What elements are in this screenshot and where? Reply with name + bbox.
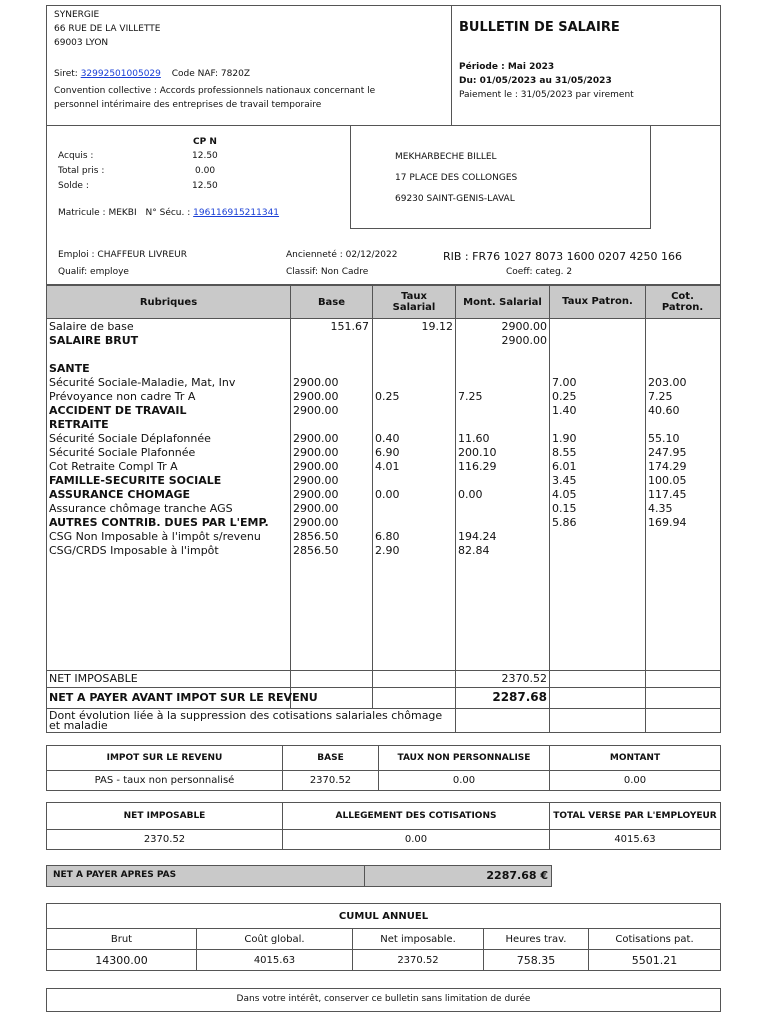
table-cell-mont: 200.10 — [458, 446, 497, 459]
table-cell-mont — [458, 502, 547, 516]
table-cell-mont — [458, 376, 547, 390]
naf-code: Code NAF: 7820Z — [171, 69, 250, 79]
table-cell-taux: 0.25 — [375, 390, 400, 403]
table-cell-label: CSG Non Imposable à l'impôt s/revenu — [49, 530, 261, 543]
table-cell-cp: 203.00 — [648, 376, 687, 389]
net2-v3: 4015.63 — [550, 830, 721, 850]
col-cot-patron — [648, 320, 718, 558]
bulletin-periode: Période : Mai 2023 — [459, 62, 555, 72]
table-cell-taux: 19.12 — [421, 320, 453, 333]
table-cell-cp: 55.10 — [648, 432, 680, 445]
conges-pris-label: Total pris : — [58, 166, 105, 176]
table-cell-cp — [648, 362, 718, 376]
table-cell-base — [293, 418, 369, 432]
table-cell-label: Assurance chômage tranche AGS — [49, 502, 233, 515]
table-cell-base: 2856.50 — [293, 544, 339, 557]
dont-evolution: Dont évolution liée à la suppression des cotisations salariales chômage et maladie — [49, 709, 443, 732]
table-cell-base: 2900.00 — [293, 488, 339, 501]
cumul-h2: Coût global. — [197, 929, 353, 950]
table-cell-mont: 0.00 — [458, 488, 483, 501]
table-cell-tp — [552, 544, 642, 558]
th-base: Base — [317, 297, 346, 308]
cumul-v1: 14300.00 — [47, 950, 197, 971]
conges-acquis: 12.50 — [192, 151, 218, 161]
table-cell-label: Sécurité Sociale Plafonnée — [49, 446, 196, 459]
net-avant-value: 2287.68 — [492, 690, 547, 704]
table-cell-tp: 0.25 — [552, 390, 577, 403]
net2-h3: TOTAL VERSE PAR L'EMPLOYEUR — [550, 803, 721, 830]
employee-qualif: Qualif: employe — [58, 267, 129, 277]
table-cell-cp: 100.05 — [648, 474, 687, 487]
col-base — [293, 320, 369, 558]
col-rubriques — [49, 320, 289, 558]
employee-address2: 69230 SAINT-GENIS-LAVAL — [395, 194, 515, 204]
table-cell-label — [49, 348, 289, 362]
th-taux-salarial: Taux Salarial — [392, 291, 436, 313]
table-cell-cp: 117.45 — [648, 488, 687, 501]
table-cell-mont: 7.25 — [458, 390, 483, 403]
table-cell-base: 2900.00 — [293, 460, 339, 473]
table-cell-tp: 5.86 — [552, 516, 577, 529]
table-cell-mont — [458, 348, 547, 362]
th-cot-patron: Cot. Patron. — [661, 291, 704, 313]
table-cell-label: AUTRES CONTRIB. DUES PAR L'EMP. — [49, 516, 269, 529]
secu-label: N° Sécu. : — [145, 208, 191, 218]
bulletin-paiement: Paiement le : 31/05/2023 par virement — [459, 90, 634, 100]
table-cell-label: CSG/CRDS Imposable à l'impôt — [49, 544, 219, 557]
footer-text: Dans votre intérêt, conserver ce bulletin sans limitation de durée — [236, 994, 531, 1004]
cumul-title: CUMUL ANNUEL — [47, 904, 721, 929]
th-rubriques: Rubriques — [139, 297, 198, 308]
cumul-v2: 4015.63 — [197, 950, 353, 971]
net2-h2: ALLEGEMENT DES COTISATIONS — [283, 803, 550, 830]
cumul-v3: 2370.52 — [353, 950, 484, 971]
table-cell-mont — [458, 418, 547, 432]
convention-line1: Convention collective : Accords professionnels nationaux concernant le — [54, 86, 376, 96]
table-cell-tp: 7.00 — [552, 376, 577, 389]
conges-solde-label: Solde : — [58, 181, 89, 191]
table-cell-mont — [458, 516, 547, 530]
table-cell-label: Prévoyance non cadre Tr A — [49, 390, 196, 403]
table-cell-base: 2856.50 — [293, 530, 339, 543]
convention-line2: personnel intérimaire des entreprises de travail temporaire — [54, 100, 322, 110]
net-avant-label: NET A PAYER AVANT IMPOT SUR LE REVENU — [49, 691, 318, 704]
table-cell-taux — [375, 376, 453, 390]
table-cell-mont: 82.84 — [458, 544, 490, 557]
table-cell-taux: 6.80 — [375, 530, 400, 543]
siret-line — [54, 69, 250, 79]
table-cell-base: 151.67 — [330, 320, 369, 333]
employee-coeff: Coeff: categ. 2 — [506, 267, 573, 277]
table-cell-taux — [375, 404, 453, 418]
cumul-h1: Brut — [47, 929, 197, 950]
impot-v2: 2370.52 — [283, 771, 379, 791]
table-cell-label: Cot Retraite Compl Tr A — [49, 460, 178, 473]
table-cell-tp: 8.55 — [552, 446, 577, 459]
table-cell-cp — [648, 418, 718, 432]
table-cell-base — [293, 348, 369, 362]
table-cell-label: FAMILLE-SECURITE SOCIALE — [49, 474, 222, 487]
table-cell-tp — [552, 362, 642, 376]
cumul-h4: Heures trav. — [484, 929, 589, 950]
net-table — [46, 802, 721, 850]
table-cell-tp: 0.15 — [552, 502, 577, 515]
col-taux-patron — [552, 320, 642, 558]
employee-anciennete: Ancienneté : 02/12/2022 — [286, 250, 398, 260]
table-cell-mont — [458, 404, 547, 418]
table-cell-taux: 0.00 — [375, 488, 400, 501]
impot-h1: IMPOT SUR LE REVENU — [47, 746, 283, 771]
table-cell-tp: 1.40 — [552, 404, 577, 417]
cumul-table — [46, 903, 721, 971]
table-cell-taux — [375, 348, 453, 362]
cumul-h5: Cotisations pat. — [589, 929, 721, 950]
table-cell-mont: 194.24 — [458, 530, 497, 543]
table-cell-cp: 169.94 — [648, 516, 687, 529]
table-cell-label: SALAIRE BRUT — [49, 334, 139, 347]
conges-pris: 0.00 — [195, 166, 216, 176]
impot-h4: MONTANT — [550, 746, 721, 771]
table-cell-cp — [648, 334, 718, 348]
th-mont-salarial: Mont. Salarial — [463, 297, 542, 308]
table-cell-label: Salaire de base — [49, 320, 134, 333]
table-cell-mont: 116.29 — [458, 460, 497, 473]
table-cell-taux — [375, 418, 453, 432]
table-cell-taux — [375, 334, 453, 348]
table-cell-tp: 6.01 — [552, 460, 577, 473]
table-cell-base: 2900.00 — [293, 432, 339, 445]
conges-solde: 12.50 — [192, 181, 218, 191]
table-cell-taux — [375, 362, 453, 376]
table-cell-base: 2900.00 — [293, 376, 339, 389]
employee-rib: RIB : FR76 1027 8073 1600 0207 4250 166 — [443, 250, 683, 263]
impot-h2: BASE — [283, 746, 379, 771]
table-cell-mont: 2900.00 — [501, 334, 547, 347]
table-cell-taux: 2.90 — [375, 544, 400, 557]
table-cell-taux — [375, 516, 453, 530]
table-cell-cp: 4.35 — [648, 502, 673, 515]
table-cell-tp — [552, 320, 642, 334]
th-taux-patron: Taux Patron. — [562, 296, 633, 307]
table-cell-tp — [552, 418, 642, 432]
secu-link[interactable]: 196116915211341 — [193, 208, 280, 218]
table-cell-label: Sécurité Sociale-Maladie, Mat, Inv — [49, 376, 236, 389]
table-cell-taux — [375, 502, 453, 516]
table-cell-cp — [648, 320, 718, 334]
table-cell-mont — [458, 362, 547, 376]
table-cell-base: 2900.00 — [293, 404, 339, 417]
impot-h3: TAUX NON PERSONNALISE — [379, 746, 550, 771]
conges-header: CP N — [193, 137, 217, 147]
table-cell-label: ACCIDENT DE TRAVAIL — [49, 404, 187, 417]
table-cell-taux: 0.40 — [375, 432, 400, 445]
table-cell-mont — [458, 474, 547, 488]
table-cell-base — [293, 334, 369, 348]
table-cell-cp: 174.29 — [648, 460, 687, 473]
table-cell-tp: 1.90 — [552, 432, 577, 445]
net2-v1: 2370.52 — [47, 830, 283, 850]
employer-address1: 66 RUE DE LA VILLETTE — [54, 24, 161, 34]
table-cell-tp — [552, 348, 642, 362]
employee-emploi: Emploi : CHAFFEUR LIVREUR — [58, 250, 187, 260]
table-cell-tp — [552, 530, 642, 544]
table-cell-label: Sécurité Sociale Déplafonnée — [49, 432, 211, 445]
net-imposable-label: NET IMPOSABLE — [49, 672, 138, 685]
table-cell-label: ASSURANCE CHOMAGE — [49, 488, 191, 501]
table-cell-cp: 7.25 — [648, 390, 673, 403]
table-cell-label: SANTE — [49, 362, 90, 375]
employee-classif: Classif: Non Cadre — [286, 267, 369, 277]
table-cell-cp — [648, 530, 718, 544]
table-cell-cp: 40.60 — [648, 404, 680, 417]
table-cell-taux: 4.01 — [375, 460, 400, 473]
col-mont-salarial — [458, 320, 547, 558]
table-cell-label: RETRAITE — [49, 418, 109, 431]
table-cell-base: 2900.00 — [293, 390, 339, 403]
employee-name: MEKHARBECHE BILLEL — [395, 152, 497, 162]
table-cell-mont: 2900.00 — [501, 320, 547, 333]
siret-link[interactable]: 32992501005029 — [80, 69, 161, 79]
net-apres-label: NET A PAYER APRES PAS — [53, 870, 177, 880]
matricule: Matricule : MEKBI — [58, 208, 137, 218]
table-cell-taux: 6.90 — [375, 446, 400, 459]
table-cell-tp — [552, 334, 642, 348]
impot-v1: PAS - taux non personnalisé — [47, 771, 283, 791]
table-cell-cp — [648, 544, 718, 558]
table-cell-tp: 4.05 — [552, 488, 577, 501]
bulletin-du: Du: 01/05/2023 au 31/05/2023 — [459, 76, 612, 86]
impot-v4: 0.00 — [550, 771, 721, 791]
table-cell-cp: 247.95 — [648, 446, 687, 459]
table-cell-base: 2900.00 — [293, 516, 339, 529]
employer-name: SYNERGIE — [54, 10, 100, 20]
conges-acquis-label: Acquis : — [58, 151, 94, 161]
matricule-line — [58, 208, 279, 218]
impot-table — [46, 745, 721, 791]
siret-label: Siret: — [54, 69, 78, 79]
cumul-v5: 5501.21 — [589, 950, 721, 971]
col-taux-salarial — [375, 320, 453, 558]
bulletin-title: BULLETIN DE SALAIRE — [459, 20, 620, 35]
table-cell-base — [293, 362, 369, 376]
net-imposable-value: 2370.52 — [501, 672, 547, 685]
impot-v3: 0.00 — [379, 771, 550, 791]
table-cell-base: 2900.00 — [293, 446, 339, 459]
table-cell-base: 2900.00 — [293, 474, 339, 487]
table-cell-base: 2900.00 — [293, 502, 339, 515]
table-cell-cp — [648, 348, 718, 362]
cumul-h3: Net imposable. — [353, 929, 484, 950]
table-cell-mont: 11.60 — [458, 432, 490, 445]
table-cell-tp: 3.45 — [552, 474, 577, 487]
employer-address2: 69003 LYON — [54, 38, 109, 48]
net-apres-value: 2287.68 € — [486, 869, 548, 882]
net2-v2: 0.00 — [283, 830, 550, 850]
employee-address1: 17 PLACE DES COLLONGES — [395, 173, 518, 183]
net2-h1: NET IMPOSABLE — [47, 803, 283, 830]
table-cell-taux — [375, 474, 453, 488]
cumul-v4: 758.35 — [484, 950, 589, 971]
